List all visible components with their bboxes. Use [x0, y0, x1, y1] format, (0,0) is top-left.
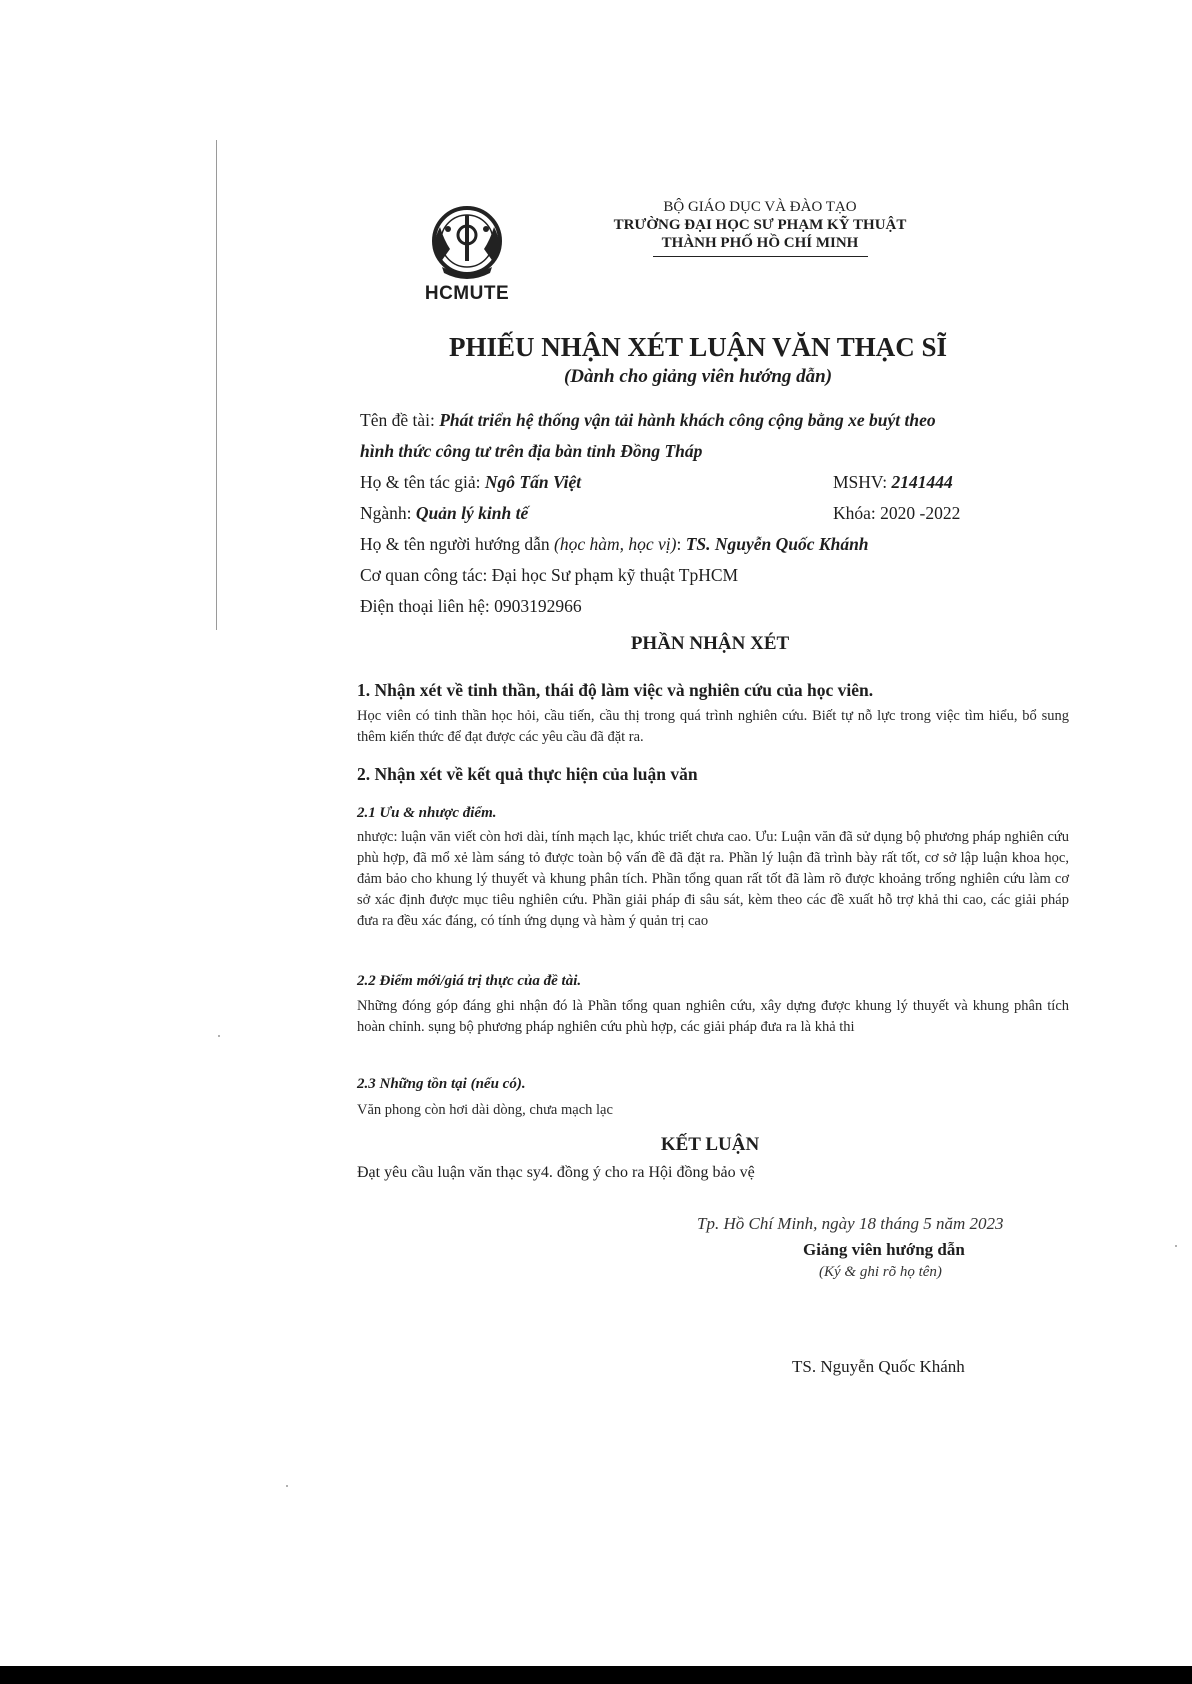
page-subtitle: (Dành cho giảng viên hướng dẫn)	[563, 366, 833, 387]
scan-bottom-border	[0, 1666, 1192, 1684]
review-section-title: PHẦN NHẬN XÉT	[630, 633, 790, 654]
city-name: THÀNH PHỐ HỒ CHÍ MINH	[661, 235, 859, 251]
logo-text: HCMUTE	[424, 283, 510, 304]
advisor-note: (học hàm, học vị)	[554, 534, 677, 554]
major-label: Ngành:	[360, 503, 416, 523]
heading-shortcomings: 2.3 Những tồn tại (nếu có).	[357, 1076, 526, 1092]
scan-speck	[286, 1485, 288, 1487]
university-name: TRƯỜNG ĐẠI HỌC SƯ PHẠM KỸ THUẬT	[613, 217, 907, 233]
advisor-label: Họ & tên người hướng dẫn	[360, 534, 554, 554]
paragraph-shortcomings: Văn phong còn hơi dài dòng, chưa mạch lạc	[357, 1102, 613, 1118]
phone-row: Điện thoại liên hệ: 0903192966	[360, 596, 582, 616]
conclusion-text: Đạt yêu cầu luận văn thạc sy4. đồng ý cho ra Hội đồng bảo vệ	[357, 1164, 755, 1181]
header-underline	[653, 256, 868, 257]
author-label: Họ & tên tác giả:	[360, 472, 485, 492]
scan-edge-line	[216, 140, 217, 630]
paragraph-pros-cons: nhược: luận văn viết còn hơi dài, tính mạch lạc, khúc triết chưa cao. Ưu: Luận văn đã sử dụng bộ phương pháp nghiên cứu phù hợp, đã mổ xẻ làm sáng tỏ được toàn bộ vấn đề đã đặt ra. Phần lý luận đã trình bày rất tốt, cơ sở lập luận khoa học, đảm bảo cho khung lý thuyết và khung phân tích. Phần tổng quan rất tốt đã làm rõ được khoảng trống nghiên cứu làm cơ sở xác định được mục tiêu nghiên cứu. Phần giải pháp đi sâu sát, kèm theo các đề xuất hỗ trợ khả thi cao, các giải pháp đưa ra đều xác đáng, có tính ứng dụng và hàm ý quản trị cao	[357, 829, 1069, 929]
major-value: Quản lý kinh tế	[415, 503, 529, 523]
heading-results: 2. Nhận xét về kết quả thực hiện của luận văn	[357, 764, 698, 784]
topic-label: Tên đề tài:	[360, 410, 440, 430]
scan-speck	[218, 1035, 220, 1037]
signature-note: (Ký & ghi rõ họ tên)	[819, 1264, 942, 1280]
ministry-name: BỘ GIÁO DỤC VÀ ĐÀO TẠO	[663, 199, 857, 215]
major-row	[360, 503, 528, 524]
mshv-value: 2141444	[891, 472, 953, 492]
author-value: Ngô Tấn Việt	[484, 472, 582, 492]
advisor-row	[360, 534, 869, 555]
author-row	[360, 472, 581, 493]
place-date: Tp. Hồ Chí Minh, ngày 18 tháng 5 năm 2023	[697, 1214, 1004, 1233]
paragraph-attitude: Học viên có tinh thần học hỏi, cầu tiến, cầu thị trong quá trình nghiên cứu. Biết tự nỗ lực trong việc tìm hiểu, bổ sung thêm kiến thức để đạt được các yêu cầu đã đặt ra.	[357, 708, 1069, 745]
school-header	[565, 198, 955, 257]
paragraph-novelty: Những đóng góp đáng ghi nhận đó là Phần tổng quan nghiên cứu, xây dựng được khung lý thuyết và khung phân tích hoàn chỉnh. sụng bộ phương pháp nghiên cứu phù hợp, các giải pháp đưa ra là khả thi	[357, 998, 1069, 1035]
topic-row-2	[360, 441, 702, 462]
topic-value-line2: hình thức công tư trên địa bàn tỉnh Đồng Tháp	[360, 441, 703, 461]
signer-name: TS. Nguyễn Quốc Khánh	[792, 1357, 965, 1376]
course-row	[833, 503, 960, 524]
heading-attitude: 1. Nhận xét về tinh thần, thái độ làm việc và nghiên cứu của học viên.	[357, 680, 874, 700]
signer-role: Giảng viên hướng dẫn	[803, 1240, 965, 1259]
advisor-colon: :	[676, 534, 686, 554]
workplace-row: Cơ quan công tác: Đại học Sư phạm kỹ thuật TpHCM	[360, 565, 739, 585]
page-title: PHIẾU NHẬN XÉT LUẬN VĂN THẠC SĨ	[448, 332, 948, 362]
course-value: 2020 -2022	[880, 503, 961, 523]
heading-pros-cons: 2.1 Ưu & nhược điểm.	[357, 805, 497, 821]
topic-row	[360, 410, 936, 431]
heading-novelty: 2.2 Điểm mới/giá trị thực của đề tài.	[357, 973, 582, 989]
advisor-value: TS. Nguyễn Quốc Khánh	[685, 534, 869, 554]
topic-value-line1: Phát triển hệ thống vận tải hành khách công cộng bằng xe buýt theo	[439, 410, 936, 430]
scan-speck	[1175, 1245, 1177, 1247]
conclusion-title: KẾT LUẬN	[660, 1134, 760, 1155]
course-label: Khóa:	[833, 503, 881, 523]
mshv-row	[833, 472, 953, 493]
mshv-label: MSHV:	[833, 472, 892, 492]
